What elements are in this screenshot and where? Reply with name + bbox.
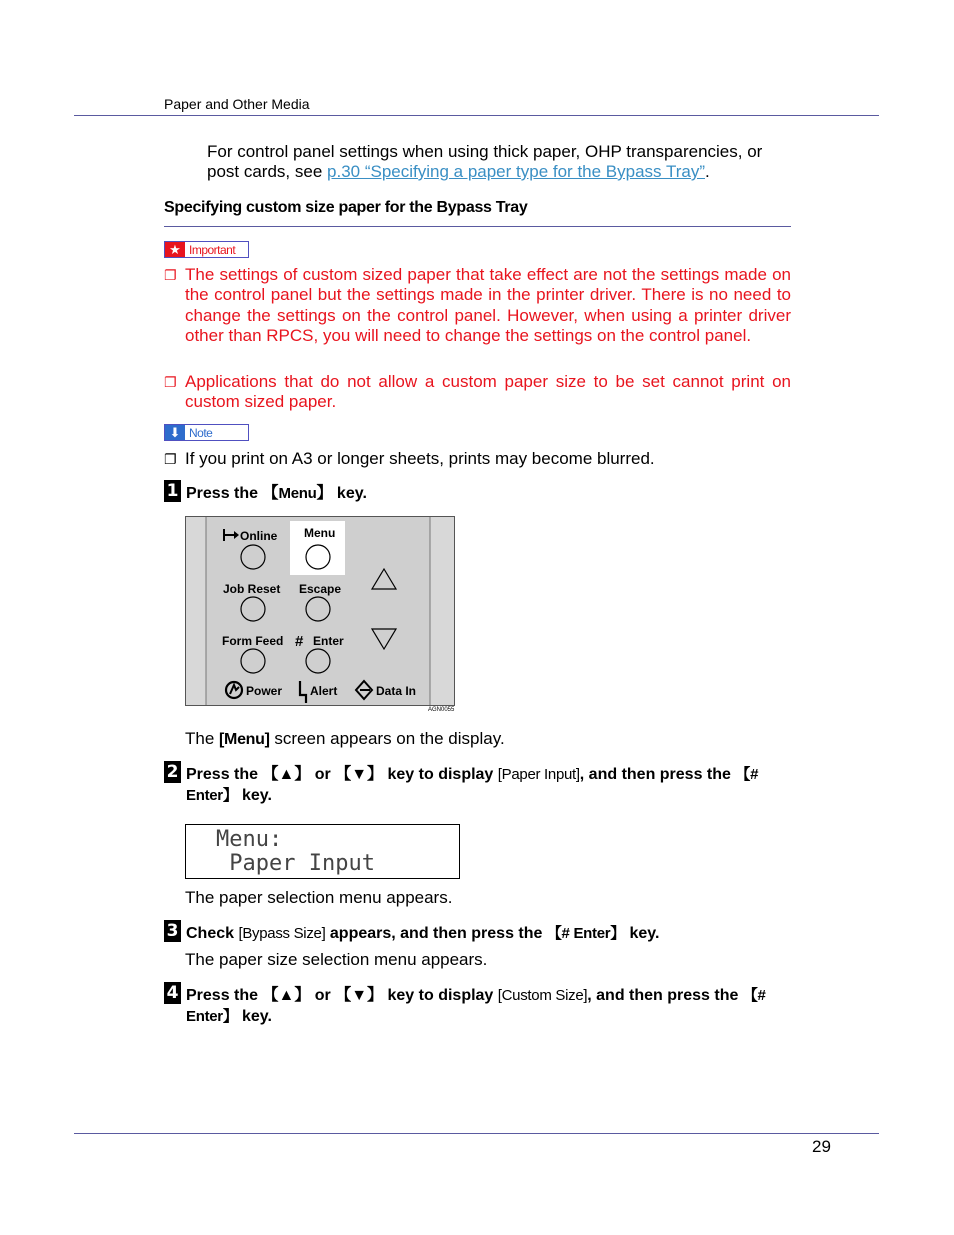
checkbox-bullet-icon: ❐ [164, 267, 177, 283]
step-number: 4 [164, 982, 181, 1004]
power-label: Power [246, 684, 283, 698]
control-panel-drawing [186, 517, 454, 705]
job-reset-label: Job Reset [223, 582, 281, 596]
online-label: Online [240, 529, 278, 543]
step-1: 1 Press the 【Menu】 key. [164, 484, 791, 505]
step-3-result: The paper size selection menu appears. [185, 950, 488, 969]
display-line-1: Menu: [216, 827, 283, 852]
menu-label: Menu [304, 526, 336, 540]
hash-icon: # [295, 633, 304, 650]
step-number: 2 [164, 761, 181, 783]
important-label: ★ Important [164, 241, 249, 258]
header-rule [74, 115, 879, 116]
alert-label: Alert [310, 684, 338, 698]
note-item-1: ❐ If you print on A3 or longer sheets, prints may become blurred. [164, 449, 655, 468]
step-3: 3 Check [Bypass Size] appears, and then press the 【# Enter】 key. [164, 924, 791, 945]
step-2-result: The paper selection menu appears. [185, 888, 453, 907]
important-item-2: ❐ Applications that do not allow a custom paper size to be set cannot print on custom sized paper. [164, 372, 791, 412]
step-number: 1 [164, 480, 181, 502]
important-item-1: ❐ The settings of custom sized paper that take effect are not the settings made on the control panel but the settings made in the printer driver. There is no need to change the settings on the control panel. However, when using a printer driver other than RPCS, you will need to change the settings on the control panel. [164, 265, 791, 345]
section-title: Specifying custom size paper for the Bypass Tray [164, 199, 528, 216]
star-icon: ★ [165, 242, 185, 257]
footer-rule [74, 1133, 879, 1134]
step-4: 4 Press the 【▲】 or 【▼】 key to display [Custom Size], and then press the 【# Enter】 key. [164, 986, 791, 1027]
control-panel-illustration [185, 516, 455, 706]
bypass-tray-link[interactable]: p.30 “Specifying a paper type for the Bypass Tray” [327, 162, 705, 181]
note-label: ⬇ Note [164, 424, 249, 441]
escape-label: Escape [299, 582, 342, 596]
step-2: 2 Press the 【▲】 or 【▼】 key to display [Paper Input], and then press the 【# Enter】 key. [164, 765, 791, 806]
display-line-2: Paper Input [216, 851, 375, 876]
checkbox-bullet-icon: ❐ [164, 451, 177, 467]
form-feed-label: Form Feed [222, 634, 284, 648]
step-number: 3 [164, 920, 181, 942]
checkbox-bullet-icon: ❐ [164, 374, 177, 390]
section-rule [164, 226, 791, 227]
step-1-result: The [Menu] screen appears on the display. [185, 729, 505, 748]
arrow-down-icon: ⬇ [165, 425, 185, 440]
figure-code-caption: AGN0055 [428, 707, 455, 713]
data-in-label: Data In [376, 684, 417, 698]
enter-label: Enter [313, 634, 344, 648]
running-header: Paper and Other Media [164, 96, 310, 112]
page-number: 29 [812, 1137, 831, 1156]
menu-key-label: Menu [278, 485, 317, 502]
intro-paragraph: For control panel settings when using thick paper, OHP transparencies, or post cards, see p.30 “Specifying a paper type for the Bypass Tray”. [207, 142, 763, 181]
lcd-display [185, 824, 460, 879]
